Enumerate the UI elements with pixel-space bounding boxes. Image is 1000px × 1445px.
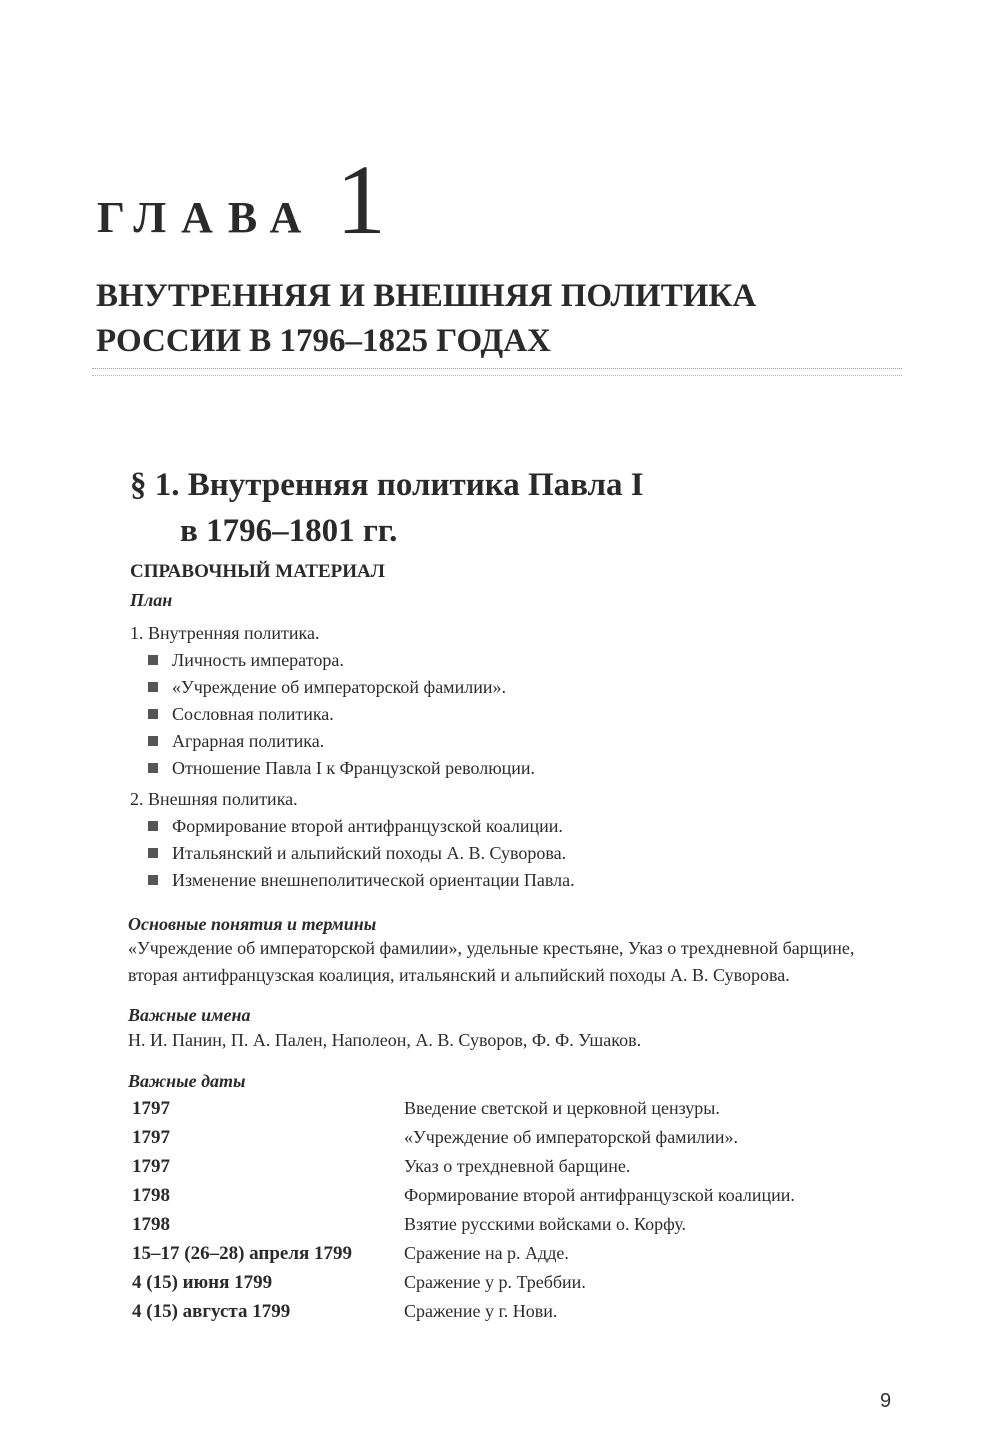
- plan-item-2: 2. Внешняя политика.: [130, 789, 298, 809]
- section-title-line-1: § 1. Внутренняя политика Павла I: [130, 467, 644, 503]
- chapter-title-line-2: РОССИИ В 1796–1825 ГОДАХ: [96, 323, 551, 359]
- names-text: Н. И. Панин, П. А. Пален, Наполеон, А. В. Суворов, Ф. Ф. Ушаков.: [128, 1030, 642, 1050]
- date-value: 1798: [132, 1185, 170, 1206]
- date-value: 4 (15) августа 1799: [132, 1301, 291, 1322]
- plan-subitem: Изменение внешнеполитической ориентации Павла.: [130, 867, 575, 894]
- date-event: Сражение у р. Треббии.: [404, 1272, 586, 1292]
- plan-subitem: «Учреждение об императорской фамилии».: [130, 674, 575, 701]
- section-title-line-2: в 1796–1801 гг.: [180, 513, 398, 549]
- date-event: Введение светской и церковной цензуры.: [404, 1098, 720, 1118]
- date-event: Указ о трехдневной барщине.: [404, 1156, 631, 1176]
- chapter-title: [96, 274, 756, 364]
- square-bullet-icon: [148, 875, 158, 885]
- date-event: Сражение на р. Адде.: [404, 1243, 569, 1263]
- date-value: 1797: [132, 1156, 170, 1177]
- chapter-label: ГЛАВА: [97, 193, 317, 242]
- concepts-label: Основные понятия и термины: [128, 914, 377, 934]
- plan-subitem: Личность императора.: [130, 647, 575, 674]
- square-bullet-icon: [148, 709, 158, 719]
- date-value: 1798: [132, 1214, 170, 1235]
- date-event: Сражение у г. Нови.: [404, 1301, 558, 1321]
- date-value: 15–17 (26–28) апреля 1799: [132, 1243, 353, 1264]
- plan-subitem: Итальянский и альпийский походы А. В. Суворова.: [130, 840, 575, 867]
- date-value: 4 (15) июня 1799: [132, 1272, 273, 1293]
- square-bullet-icon: [148, 848, 158, 858]
- chapter-title-line-1: ВНУТРЕННЯЯ И ВНЕШНЯЯ ПОЛИТИКА: [96, 278, 757, 314]
- concepts-line-1: «Учреждение об императорской фамилии», удельные крестьяне, Указ о трехдневной барщине,: [128, 938, 855, 958]
- chapter-divider: [92, 368, 902, 376]
- page-number: 9: [880, 1390, 892, 1412]
- concepts-line-2: вторая антифранцузская коалиция, итальянский и альпийский походы А. В. Суворова.: [128, 965, 790, 985]
- square-bullet-icon: [148, 763, 158, 773]
- plan-label: План: [130, 590, 173, 610]
- date-value: 1797: [132, 1127, 170, 1148]
- section-title: [130, 462, 644, 554]
- square-bullet-icon: [148, 655, 158, 665]
- plan-subitem: Отношение Павла I к Французской революции.: [130, 755, 575, 782]
- reference-heading: СПРАВОЧНЫЙ МАТЕРИАЛ: [130, 561, 385, 582]
- date-event: «Учреждение об императорской фамилии».: [404, 1127, 738, 1147]
- date-event: Формирование второй антифранцузской коалиции.: [404, 1185, 795, 1205]
- plan-item-1: 1. Внутренняя политика.: [130, 623, 320, 643]
- date-value: 1797: [132, 1098, 170, 1119]
- plan-list: [130, 620, 575, 894]
- dates-label: Важные даты: [128, 1071, 246, 1091]
- date-event: Взятие русскими войсками о. Корфу.: [404, 1214, 687, 1234]
- square-bullet-icon: [148, 736, 158, 746]
- square-bullet-icon: [148, 821, 158, 831]
- square-bullet-icon: [148, 682, 158, 692]
- plan-subitem: Формирование второй антифранцузской коалиции.: [130, 813, 575, 840]
- names-label: Важные имена: [128, 1005, 251, 1025]
- plan-subitem: Сословная политика.: [130, 701, 575, 728]
- concepts-text: [128, 935, 918, 989]
- plan-subitem: Аграрная политика.: [130, 728, 575, 755]
- chapter-number: 1: [336, 144, 386, 255]
